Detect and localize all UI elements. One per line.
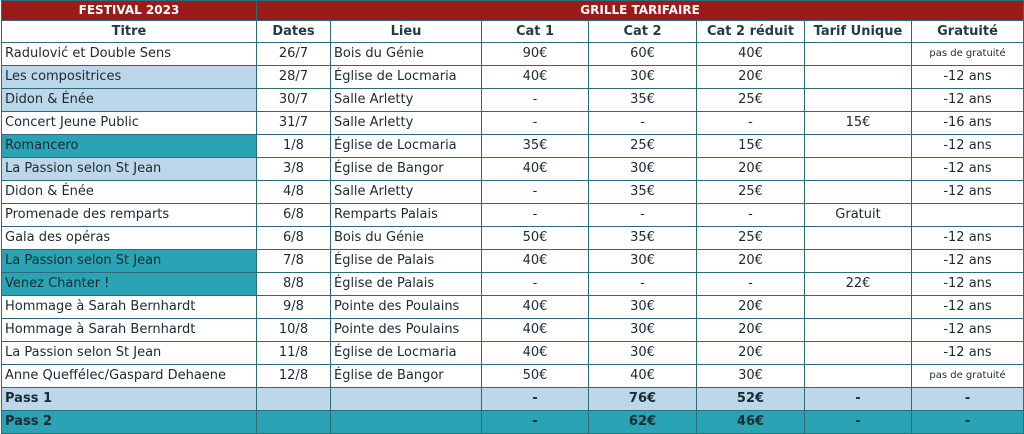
cell-cat2-reduit: 20€ (697, 158, 805, 181)
cell-date: 31/7 (257, 112, 331, 135)
table-row (2, 365, 1024, 388)
table-row (2, 112, 1024, 135)
table-row (2, 43, 1024, 66)
cell-date: 8/8 (257, 273, 331, 296)
cell-titre: Gala des opéras (2, 227, 257, 250)
cell-cat1: 40€ (482, 296, 589, 319)
cell-cat2: - (589, 204, 697, 227)
cell-date: 10/8 (257, 319, 331, 342)
cell-date: 3/8 (257, 158, 331, 181)
cell-date: 6/8 (257, 227, 331, 250)
cell-titre: Anne Queffélec/Gaspard Dehaene (2, 365, 257, 388)
cell-cat2-reduit: 25€ (697, 227, 805, 250)
cell-titre: Pass 1 (2, 388, 257, 411)
cell-titre: Pass 2 (2, 411, 257, 434)
cell-cat2-reduit: 20€ (697, 342, 805, 365)
table-row (2, 319, 1024, 342)
tariff-table (1, 0, 1024, 434)
cell-cat2-reduit: 52€ (697, 388, 805, 411)
cell-lieu (331, 388, 482, 411)
header-cat1: Cat 1 (482, 21, 589, 43)
cell-lieu: Salle Arletty (331, 89, 482, 112)
cell-titre: Les compositrices (2, 66, 257, 89)
header-cat2-reduit: Cat 2 réduit (697, 21, 805, 43)
cell-cat2: 30€ (589, 319, 697, 342)
cell-cat2: 30€ (589, 250, 697, 273)
cell-cat2-reduit: 30€ (697, 365, 805, 388)
table-row (2, 66, 1024, 89)
cell-date: 30/7 (257, 89, 331, 112)
pass-row (2, 388, 1024, 411)
cell-cat2-reduit: 20€ (697, 250, 805, 273)
cell-gratuite: - (912, 411, 1024, 434)
cell-cat2: 76€ (589, 388, 697, 411)
cell-cat2-reduit: 40€ (697, 43, 805, 66)
cell-titre: Hommage à Sarah Bernhardt (2, 296, 257, 319)
cell-gratuite: -16 ans (912, 112, 1024, 135)
header-tarif-unique: Tarif Unique (805, 21, 912, 43)
cell-date: 26/7 (257, 43, 331, 66)
cell-cat2: 35€ (589, 227, 697, 250)
cell-cat1: 50€ (482, 365, 589, 388)
cell-tarif-unique: 22€ (805, 273, 912, 296)
pass-row (2, 411, 1024, 434)
cell-gratuite: - (912, 388, 1024, 411)
cell-lieu: Salle Arletty (331, 181, 482, 204)
cell-titre: Hommage à Sarah Bernhardt (2, 319, 257, 342)
cell-tarif-unique: Gratuit (805, 204, 912, 227)
cell-lieu: Bois du Génie (331, 227, 482, 250)
cell-cat2: 30€ (589, 66, 697, 89)
cell-gratuite: -12 ans (912, 250, 1024, 273)
cell-cat1: 35€ (482, 135, 589, 158)
cell-cat1: - (482, 411, 589, 434)
cell-gratuite: -12 ans (912, 296, 1024, 319)
table-row (2, 89, 1024, 112)
cell-gratuite: -12 ans (912, 227, 1024, 250)
cell-lieu: Remparts Palais (331, 204, 482, 227)
festival-banner: FESTIVAL 2023 (2, 1, 257, 21)
cell-lieu: Église de Bangor (331, 365, 482, 388)
cell-cat2-reduit: 25€ (697, 89, 805, 112)
table-row (2, 342, 1024, 365)
cell-gratuite: -12 ans (912, 342, 1024, 365)
cell-cat2: 40€ (589, 365, 697, 388)
table-row (2, 296, 1024, 319)
cell-lieu: Église de Locmaria (331, 135, 482, 158)
cell-titre: Venez Chanter ! (2, 273, 257, 296)
cell-cat2: 35€ (589, 181, 697, 204)
cell-cat2: 62€ (589, 411, 697, 434)
cell-gratuite: -12 ans (912, 66, 1024, 89)
cell-cat1: 40€ (482, 66, 589, 89)
cell-lieu: Église de Locmaria (331, 342, 482, 365)
cell-date: 4/8 (257, 181, 331, 204)
cell-cat2-reduit: 15€ (697, 135, 805, 158)
cell-tarif-unique (805, 319, 912, 342)
cell-titre: Romancero (2, 135, 257, 158)
cell-cat1: - (482, 273, 589, 296)
cell-cat2-reduit: - (697, 112, 805, 135)
cell-gratuite: -12 ans (912, 135, 1024, 158)
grid-banner: GRILLE TARIFAIRE (257, 1, 1024, 21)
cell-cat2: 60€ (589, 43, 697, 66)
cell-tarif-unique (805, 181, 912, 204)
cell-gratuite: -12 ans (912, 158, 1024, 181)
header-lieu: Lieu (331, 21, 482, 43)
cell-tarif-unique (805, 43, 912, 66)
cell-cat1: - (482, 181, 589, 204)
cell-date: 1/8 (257, 135, 331, 158)
cell-cat1: - (482, 112, 589, 135)
cell-cat2: 30€ (589, 342, 697, 365)
cell-titre: La Passion selon St Jean (2, 158, 257, 181)
cell-cat2: - (589, 112, 697, 135)
cell-lieu: Pointe des Poulains (331, 296, 482, 319)
cell-tarif-unique (805, 135, 912, 158)
cell-lieu: Bois du Génie (331, 43, 482, 66)
header-cat2: Cat 2 (589, 21, 697, 43)
cell-tarif-unique: 15€ (805, 112, 912, 135)
table-row (2, 250, 1024, 273)
cell-cat1: 50€ (482, 227, 589, 250)
cell-cat1: 40€ (482, 158, 589, 181)
cell-date (257, 388, 331, 411)
cell-date: 12/8 (257, 365, 331, 388)
cell-tarif-unique: - (805, 388, 912, 411)
cell-titre: Didon & Énée (2, 181, 257, 204)
cell-gratuite: pas de gratuité (912, 43, 1024, 66)
cell-gratuite: pas de gratuité (912, 365, 1024, 388)
cell-cat2-reduit: - (697, 204, 805, 227)
table-row (2, 227, 1024, 250)
cell-gratuite: -12 ans (912, 273, 1024, 296)
cell-cat1: - (482, 388, 589, 411)
cell-cat2-reduit: 25€ (697, 181, 805, 204)
cell-date: 9/8 (257, 296, 331, 319)
cell-tarif-unique (805, 158, 912, 181)
cell-cat2-reduit: 46€ (697, 411, 805, 434)
cell-tarif-unique (805, 342, 912, 365)
cell-tarif-unique: - (805, 411, 912, 434)
cell-lieu (331, 411, 482, 434)
table-row (2, 273, 1024, 296)
cell-cat2: 35€ (589, 89, 697, 112)
cell-cat2: 30€ (589, 296, 697, 319)
cell-cat1: - (482, 89, 589, 112)
cell-cat2: - (589, 273, 697, 296)
cell-gratuite: -12 ans (912, 181, 1024, 204)
cell-gratuite: -12 ans (912, 89, 1024, 112)
cell-date: 28/7 (257, 66, 331, 89)
table-row (2, 204, 1024, 227)
cell-gratuite: -12 ans (912, 319, 1024, 342)
cell-titre: La Passion selon St Jean (2, 342, 257, 365)
table-body (2, 43, 1024, 434)
cell-cat2-reduit: 20€ (697, 66, 805, 89)
cell-tarif-unique (805, 66, 912, 89)
cell-date: 6/8 (257, 204, 331, 227)
cell-cat2-reduit: 20€ (697, 319, 805, 342)
cell-cat2-reduit: 20€ (697, 296, 805, 319)
cell-lieu: Église de Locmaria (331, 66, 482, 89)
cell-tarif-unique (805, 227, 912, 250)
table-row (2, 135, 1024, 158)
cell-tarif-unique (805, 89, 912, 112)
cell-titre: Promenade des remparts (2, 204, 257, 227)
cell-tarif-unique (805, 365, 912, 388)
cell-date: 7/8 (257, 250, 331, 273)
cell-date (257, 411, 331, 434)
header-titre: Titre (2, 21, 257, 43)
table-row (2, 158, 1024, 181)
cell-cat1: 40€ (482, 250, 589, 273)
cell-lieu: Église de Palais (331, 250, 482, 273)
cell-cat1: 40€ (482, 319, 589, 342)
cell-cat1: 40€ (482, 342, 589, 365)
cell-cat1: 90€ (482, 43, 589, 66)
cell-lieu: Salle Arletty (331, 112, 482, 135)
header-gratuite: Gratuité (912, 21, 1024, 43)
cell-lieu: Église de Palais (331, 273, 482, 296)
cell-lieu: Pointe des Poulains (331, 319, 482, 342)
cell-cat2-reduit: - (697, 273, 805, 296)
cell-titre: Didon & Énée (2, 89, 257, 112)
cell-lieu: Église de Bangor (331, 158, 482, 181)
table-row (2, 181, 1024, 204)
header-dates: Dates (257, 21, 331, 43)
cell-gratuite (912, 204, 1024, 227)
cell-cat1: - (482, 204, 589, 227)
cell-cat2: 30€ (589, 158, 697, 181)
cell-titre: La Passion selon St Jean (2, 250, 257, 273)
cell-date: 11/8 (257, 342, 331, 365)
cell-titre: Radulović et Double Sens (2, 43, 257, 66)
cell-titre: Concert Jeune Public (2, 112, 257, 135)
cell-cat2: 25€ (589, 135, 697, 158)
cell-tarif-unique (805, 296, 912, 319)
cell-tarif-unique (805, 250, 912, 273)
